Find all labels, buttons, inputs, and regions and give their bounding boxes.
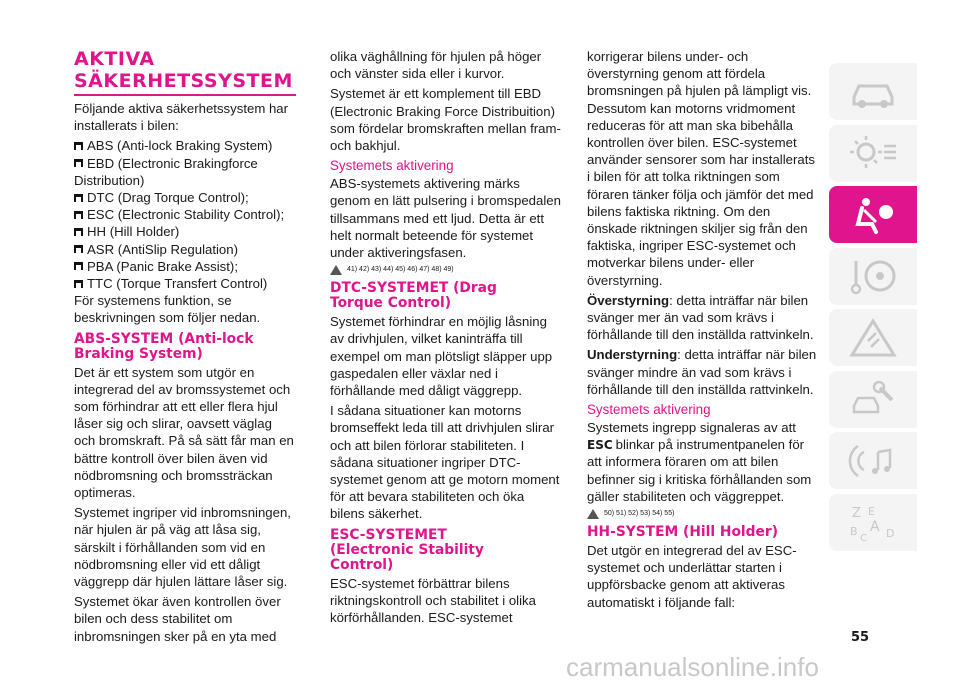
bullet-icon [74,245,83,253]
bullet-item: ASR (AntiSlip Regulation) [74,241,296,258]
tab-media[interactable] [829,432,917,489]
abs-paragraph-continued: olika väghållning för hjulen på höger och vänster sida eller i kurvor. [330,49,542,82]
title-rule [74,94,296,96]
wrench-car-icon [846,378,900,420]
esc-paragraph-1: ESC-systemet förbättrar bilens riktningskontroll och stabilitet i olika körförhållanden. ESC-systemet [330,575,536,626]
heading-abs-line1: ABS-SYSTEM (Anti-lock [74,330,254,347]
bullet-continuation: Distribution) [74,172,145,188]
column-2 [330,48,562,629]
key-steering-icon [846,255,900,297]
oversteer-paragraph: Överstyrning: detta inträffar när bilen svänger mer än vad som krävs i förhållande till den inställda rattvinkeln. [587,292,814,343]
abs-activation-paragraph: ABS-systemets aktivering märks genom en lätt pulsering i bromspedalen tillsammans med ett ljud. Detta är ett helt normalt beteende för systemet under aktiveringsfasen. [330,176,561,261]
tab-car[interactable] [829,63,917,120]
heading-dtc-line1: DTC-SYSTEMET (Drag [330,280,497,297]
bullet-item: EBD (Electronic Brakingforce [74,155,296,172]
heading-abs-line2: Braking System) [74,345,203,362]
column-1 [74,48,296,648]
bullet-item: PBA (Panic Brake Assist); [74,258,296,275]
subheading-esc-activation: Systemets aktivering [587,402,711,418]
tab-safety[interactable] [829,186,917,243]
tab-lights[interactable] [829,125,917,182]
index-letters-icon [846,501,900,543]
warning-triangle-icon [330,265,342,275]
bullet-icon [74,280,83,288]
esc-activation-paragraph: Systemets ingrepp signaleras av att ESC blinkar på instrumentpanelen för att informera föraren om att bilen befinner sig i kritiska förhållanden som gäller stabiliteten och väggreppet. [587,420,812,504]
subheading-abs-activation: Systemets aktivering [330,158,454,174]
svg-text:A: A [870,519,880,535]
understeer-paragraph: Understyrning: detta inträffar när bilen svänger mindre än vad som krävs i förhållande till den inställda rattvinkeln. [587,347,817,397]
bullet-icon [74,262,83,270]
esc-indicator-icon: ESC [587,438,613,453]
ebd-paragraph: Systemet är ett komplement till EBD (Electronic Braking Force Distribuition) som fördelar bromskraften mellan fram- och bakhjul. [330,86,561,154]
page-number: 55 [851,630,870,645]
abs-paragraph-1: Det är ett system som utgör en integrerad del av bromssystemet och som förhindrar att ett eller flera hjul låser sig och slirar, oavsett väglag och bromskraft. På så sätt får man en bättre kontroll över bilen även vid nödbromsning och bromssträckan optimeras. [74,364,294,501]
svg-text:Z: Z [852,506,861,521]
tab-maintenance[interactable] [829,371,917,428]
section-title-sakerhetssystem: SÄKERHETSSYSTEM [74,70,293,92]
watermark: carmanualsonline.info [566,652,819,682]
bullet-item: ABS (Anti-lock Braking System) [74,137,296,154]
warning-triangle-icon [846,317,900,359]
lights-icon [846,132,900,174]
svg-text:E: E [868,505,875,518]
heading-hh: HH-SYSTEM (Hill Holder) [587,524,778,541]
bullet-icon [74,211,83,219]
bullet-item: DTC (Drag Torque Control); [74,189,296,206]
bullet-icon [74,159,83,167]
svg-text:C: C [860,533,867,543]
section-title-aktiva: AKTIVA [74,48,155,70]
seat-airbag-icon [846,194,900,236]
warning-triangle-icon [587,509,599,519]
hh-paragraph: Det utgör en integrerad del av ESC-systemet och underlättar starten i uppförsbacke genom att aktiveras automatiskt i följande fall: [587,543,797,610]
car-icon [846,71,900,113]
tab-index[interactable] [829,494,917,551]
heading-esc-line1: ESC-SYSTEMET [330,526,447,543]
warning-references: 50) 51) 52) 53) 54) 55) [587,508,819,520]
dtc-paragraph-2: I sådana situationer kan motorns bromseffekt leda till att drivhjulen slirar och att bilen förlorar stabiliteten. I sådana situationer ingriper DTC-systemet genom att ge motorn moment för att bevara stabiliteten och öka bilens säkerhet. [330,403,560,522]
bullet-item: TTC (Torque Transfert Control) [74,275,296,292]
bullet-icon [74,228,83,236]
bullet-item: HH (Hill Holder) [74,223,296,240]
svg-text:D: D [886,527,895,540]
bullet-icon [74,142,83,150]
heading-dtc-line2: Torque Control) [330,295,452,312]
heading-esc-line2: (Electronic Stability [330,541,484,558]
column-3 [587,48,819,614]
chapter-sidebar [829,63,917,555]
media-icon [846,440,900,482]
bullet-item: ESC (Electronic Stability Control); [74,206,296,223]
bullet-icon [74,194,83,202]
tab-emergency[interactable] [829,309,917,366]
heading-esc-line3: Control) [330,556,394,573]
tab-key-steering[interactable] [829,248,917,305]
esc-paragraph-continued: korrigerar bilens under- och överstyrning genom att fördela bromsningen på hjulen på lämpligt vis. Dessutom kan motorns vridmoment reduceras för att man ska bibehålla kontrollen över bilen. ESC-systemet använder sensorer som har installerats i bilen för att tolka riktningen som föraren tänker följa och jämför det med bilens faktiska riktning. Om den önskade riktningen skiljer sig från den faktiska, ingriper ESC-systemet och motverkar bilens under- eller överstyrning. [587,49,815,288]
svg-text:B: B [850,525,858,538]
after-bullets-text: För systemens funktion, se beskrivningen som följer nedan. [74,293,261,326]
warning-references: 41) 42) 43) 44) 45) 46) 47) 48) 49) [330,264,562,276]
dtc-paragraph-1: Systemet förhindrar en möjlig låsning av drivhjulen, vilket kaninträffa till exempel om man plötsligt släpper upp gaspedalen eller växlar ned i förhållande med dåligt väggrepp. [330,314,553,399]
abs-paragraph-3: Systemet ökar även kontrollen över bilen och dess stabilitet om inbromsningen sker på en yta med [74,594,281,644]
intro-text: Följande aktiva säkerhetssystem har installerats i bilen: [74,101,289,134]
abs-paragraph-2: Systemet ingriper vid inbromsningen, när hjulen är på väg att låsa sig, särskilt i förhållanden som vid en nödbromsning eller vid ett dåligt väggrepp där hjulen lättare låser sig. [74,505,291,590]
